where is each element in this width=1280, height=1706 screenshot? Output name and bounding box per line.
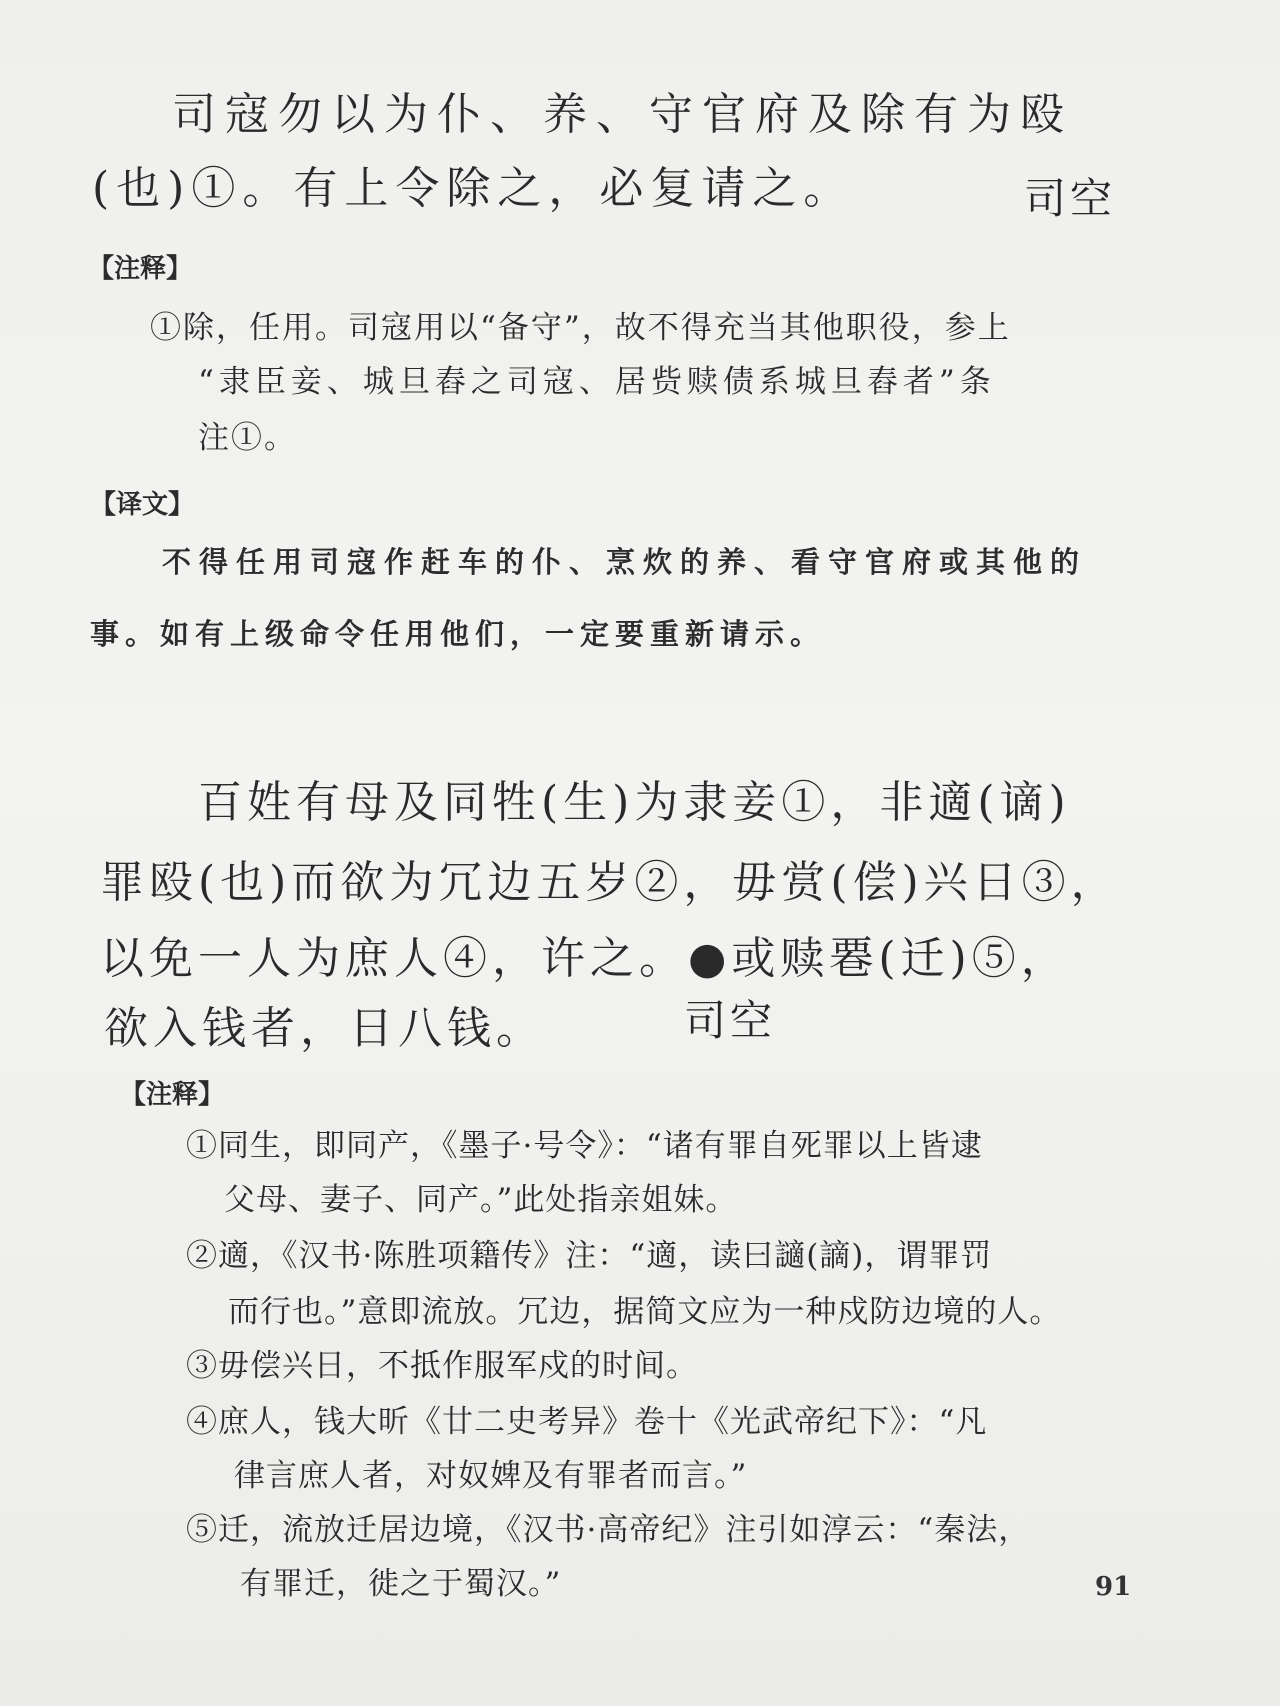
statute-1-line-2: (也)①。有上令除之，必复请之。 <box>92 163 855 214</box>
statute-1-note-line-3: 注①。 <box>198 420 297 456</box>
statute-2-note-line: 而行也。”意即流放。冗边，据简文应为一种戍防边境的人。 <box>228 1294 1062 1330</box>
statute-2-line-3: 以免一人为庶人④，许之。●或赎䙴(迁)⑤， <box>100 933 1070 984</box>
statute-2-note-line: ①同生，即同产，《墨子·号令》：“诸有罪自死罪以上皆逮 <box>186 1128 983 1164</box>
statute-2-line-4: 欲入钱者，日八钱。 <box>104 1003 545 1054</box>
statute-2-line-1: 百姓有母及同牲(生)为隶妾①，非適(谪) <box>198 777 1071 828</box>
page-number: 91 <box>1095 1572 1132 1602</box>
statute-2-line-2: 罪殴(也)而欲为冗边五岁②，毋赏(偿)兴日③， <box>100 857 1120 908</box>
statute-2-note-line: ②適，《汉书·陈胜项籍传》注：“適，读曰讁(謫)，谓罪罚 <box>186 1238 993 1274</box>
statute-2-note-line: 律言庶人者，对奴婢及有罪者而言。” <box>234 1458 748 1494</box>
statute-2-office-label: 司空 <box>684 996 777 1045</box>
statute-1-translation-line-1: 不得任用司寇作赶车的仆、烹炊的养、看守官府或其他的 <box>162 545 1088 579</box>
statute-1-office-label: 司空 <box>1024 174 1117 223</box>
statute-1-notes-header: 【注释】 <box>88 254 193 284</box>
statute-1-translation-line-2: 事。如有上级命令任用他们，一定要重新请示。 <box>90 617 826 651</box>
statute-1-note-line-2: “隶臣妾、城旦舂之司寇、居赀赎债系城旦舂者”条 <box>198 364 996 400</box>
statute-2-note-line: ④庶人，钱大昕《廿二史考异》卷十《光武帝纪下》：“凡 <box>186 1404 988 1440</box>
statute-1-translation-header: 【译文】 <box>90 490 195 520</box>
statute-2-note-line: ③毋偿兴日，不抵作服军戍的时间。 <box>186 1348 698 1384</box>
statute-2-note-line: ⑤迁，流放迁居边境，《汉书·高帝纪》注引如淳云：“秦法， <box>186 1512 1031 1548</box>
statute-1-note-line-1: ①除，任用。司寇用以“备守”，故不得充当其他职役，参上 <box>150 310 1011 346</box>
statute-1-line-1: 司寇勿以为仆、养、守官府及除有为殴 <box>172 89 1073 140</box>
statute-2-note-line: 有罪迁，徙之于蜀汉。” <box>240 1566 562 1602</box>
statute-2-note-line: 父母、妻子、同产。”此处指亲姐妹。 <box>224 1182 738 1218</box>
statute-2-notes-header: 【注释】 <box>120 1080 225 1110</box>
